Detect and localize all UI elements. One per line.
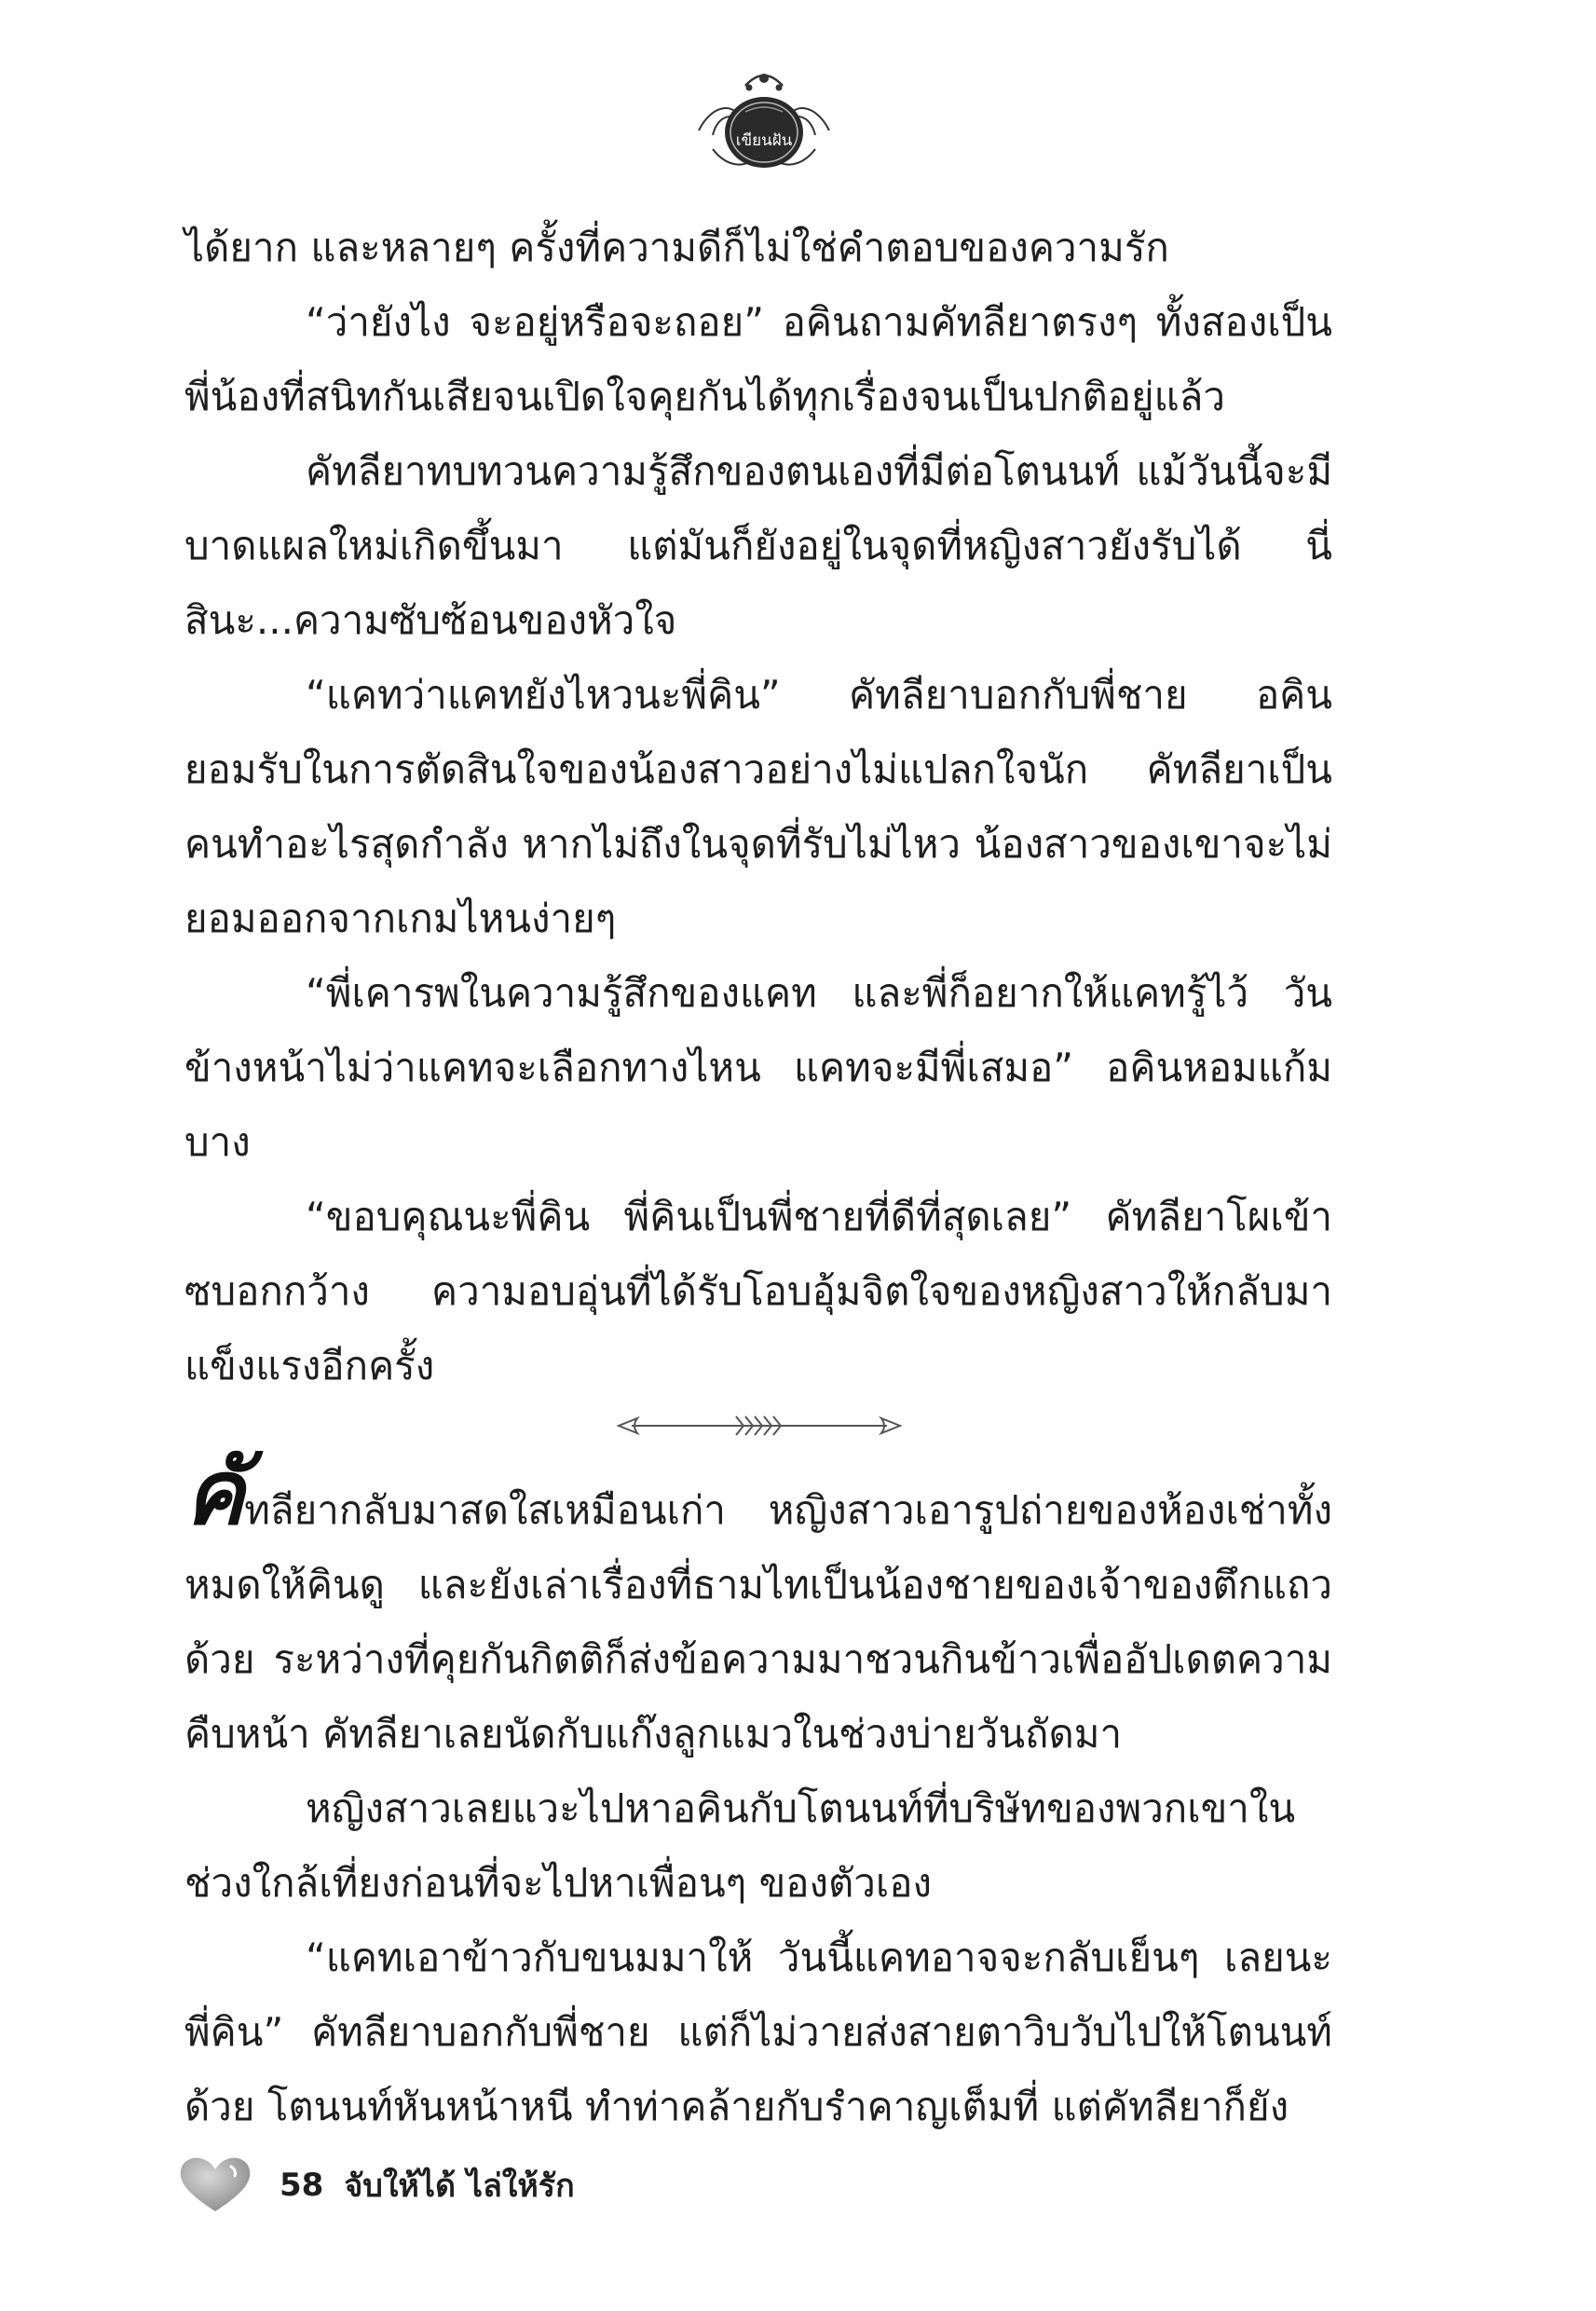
- paragraph: “ขอบคุณนะพี่คิน พี่คินเป็นพี่ชายที่ดีที่สุดเลย” คัทลียาโผเข้าซบอกกว้าง ความอบอุ่นที่ได้รับโอบอุ้มจิตใจของหญิงสาวให้กลับมาแข็งแรงอีกครั้ง: [184, 1194, 1332, 1388]
- page-number: 58: [280, 2167, 324, 2204]
- heart-icon: [177, 2155, 253, 2215]
- paragraph: คัทลียาทบทวนความรู้สึกของตนเองที่มีต่อโตนนท์ แม้วันนี้จะมีบาดแผลใหม่เกิดขึ้นมา แต่มันก็ยังอยู่ในจุดที่หญิงสาวยังรับได้ นี่สินะ...ความซับซ้อนของหัวใจ: [184, 448, 1332, 643]
- paragraph: “พี่เคารพในความรู้สึกของแคท และพี่ก็อยากให้แคทรู้ไว้ วันข้างหน้าไม่ว่าแคทจะเลือกทางไหน แคทจะมีพี่เสมอ” อคินหอมแก้มบาง: [184, 970, 1332, 1165]
- paragraph: หญิงสาวเลยแวะไปหาอคินกับโตนนท์ที่บริษัทของพวกเขาในช่วงใกล้เที่ยงก่อนที่จะไปหาเพื่อนๆ ของตัวเอง: [184, 1785, 1296, 1906]
- page-footer: [177, 2153, 575, 2218]
- paragraph: ได้ยาก และหลายๆ ครั้งที่ความดีก็ไม่ใช่คำตอบของความรัก: [184, 225, 1169, 270]
- paragraph-rest: ทลียากลับมาสดใสเหมือนเก่า หญิงสาวเอารูปถ่ายของห้องเช่าทั้งหมดให้คินดู และยังเล่าเรื่องที่ธามไทเป็นน้องชายของเจ้าของตึกแถวด้วย ระหว่างที่คุยกันกิตติก็ส่งข้อความมาชวนกินข้าวเพื่ออัปเดตความคืบหน้า คัทลียาเลยนัดกับแก๊งลูกแมวในช่วงบ่ายวันถัดมา: [184, 1487, 1332, 1757]
- body-text-section-1: [184, 211, 1332, 1403]
- body-text-section-2: [184, 1441, 1332, 2144]
- paragraph-with-dropcap: [184, 1441, 1332, 1771]
- arrow-divider-icon: [615, 1407, 904, 1444]
- paragraph: “ว่ายังไง จะอยู่หรือจะถอย” อคินถามคัทลียาตรงๆ ทั้งสองเป็นพี่น้องที่สนิทกันเสียจนเปิดใจคุยกันได้ทุกเรื่องจนเป็นปกติอยู่แล้ว: [184, 299, 1332, 419]
- drop-cap: คั: [184, 1441, 245, 1545]
- paragraph: “แคทเอาข้าวกับขนมมาให้ วันนี้แคทอาจจะกลับเย็นๆ เลยนะพี่คิน” คัทลียาบอกกับพี่ชาย แต่ก็ไม่วายส่งสายตาวิบวับไปให้โตนนท์ด้วย โตนนท์หันหน้าหนี ทำท่าคล้ายกับรำคาญเต็มที่ แต่คัทลียาก็ยัง: [184, 1935, 1332, 2129]
- book-title: จับให้ได้ ไล่ให้รัก: [344, 2167, 575, 2205]
- ornamental-badge-icon: [689, 65, 839, 177]
- logo-text: เขียนฝัน: [735, 131, 793, 150]
- paragraph: “แคทว่าแคทยังไหวนะพี่คิน” คัทลียาบอกกับพี่ชาย อคินยอมรับในการตัดสินใจของน้องสาวอย่างไม่แปลกใจนัก คัทลียาเป็นคนทำอะไรสุดกำลัง หากไม่ถึงในจุดที่รับไม่ไหว น้องสาวของเขาจะไม่ยอมออกจากเกมไหนง่ายๆ: [184, 672, 1332, 941]
